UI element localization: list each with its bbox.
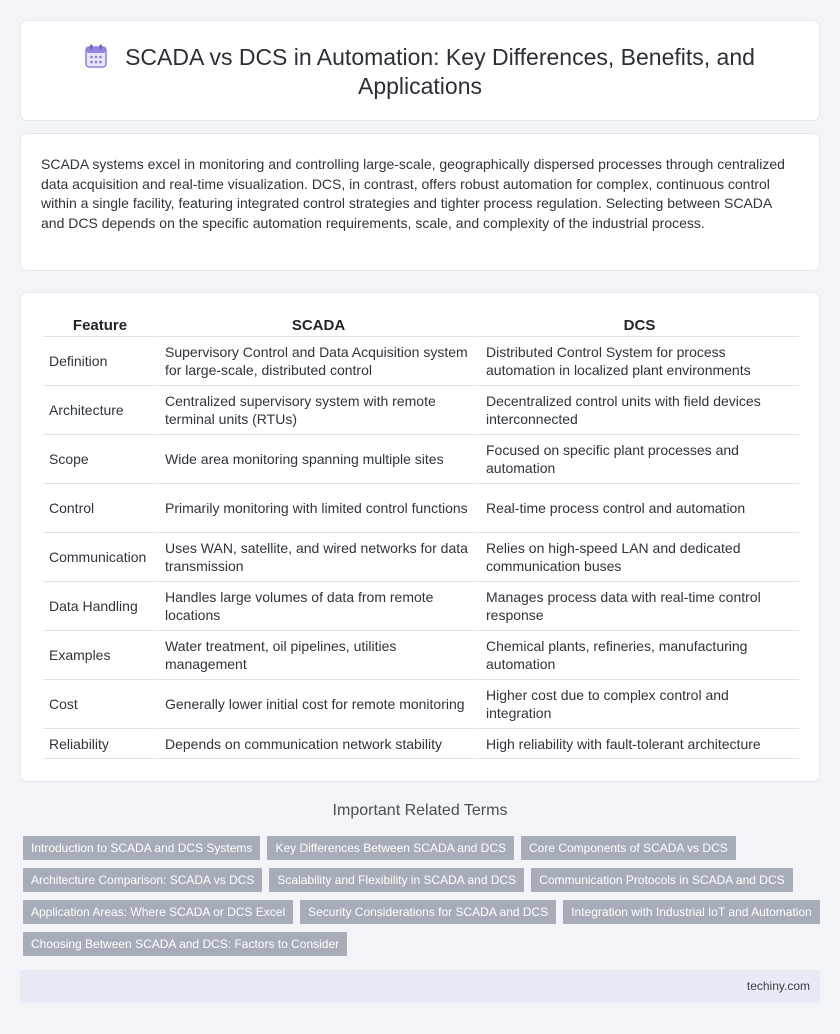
scada-cell: Primarily monitoring with limited control functions <box>157 484 478 533</box>
calendar-icon <box>85 44 107 68</box>
feature-cell: Reliability <box>43 729 157 759</box>
related-term-tag[interactable]: Key Differences Between SCADA and DCS <box>267 836 514 860</box>
feature-cell: Cost <box>43 680 157 729</box>
comparison-card <box>20 292 820 782</box>
dcs-cell: High reliability with fault-tolerant architecture <box>478 729 799 759</box>
feature-cell: Scope <box>43 435 157 484</box>
feature-cell: Examples <box>43 631 157 680</box>
table-row <box>43 729 799 759</box>
scada-cell: Wide area monitoring spanning multiple sites <box>157 435 478 484</box>
tag-row <box>23 836 823 868</box>
related-term-tag[interactable]: Integration with Industrial IoT and Automation <box>563 900 820 924</box>
summary-text: SCADA systems excel in monitoring and controlling large-scale, geographically dispersed processes through centralized data acquisition and real-time visualization. DCS, in contrast, offers robust automation for complex, continuous control within a single facility, featuring integrated control strategies and tighter process regulation. Selecting between SCADA and DCS depends on the specific automation requirements, scale, and complexity of the industrial process. <box>41 156 785 231</box>
page-title: SCADA vs DCS in Automation: Key Differences, Benefits, and Applications <box>125 44 755 99</box>
column-header-scada: SCADA <box>157 315 478 337</box>
scada-cell: Generally lower initial cost for remote monitoring <box>157 680 478 729</box>
page-title-wrap <box>21 43 819 101</box>
feature-cell: Definition <box>43 337 157 386</box>
dcs-cell: Higher cost due to complex control and integration <box>478 680 799 729</box>
related-terms-heading: Important Related Terms <box>332 802 508 819</box>
comparison-table <box>43 315 799 759</box>
table-header-row <box>43 315 799 337</box>
dcs-cell: Chemical plants, refineries, manufacturing automation <box>478 631 799 680</box>
feature-cell: Data Handling <box>43 582 157 631</box>
related-term-tag[interactable]: Core Components of SCADA vs DCS <box>521 836 736 860</box>
scada-cell: Water treatment, oil pipelines, utilities management <box>157 631 478 680</box>
feature-cell: Architecture <box>43 386 157 435</box>
dcs-cell: Manages process data with real-time control response <box>478 582 799 631</box>
related-term-tag[interactable]: Scalability and Flexibility in SCADA and DCS <box>269 868 524 892</box>
related-term-tag[interactable]: Application Areas: Where SCADA or DCS Excel <box>23 900 293 924</box>
tag-row <box>23 868 823 900</box>
table-row <box>43 533 799 582</box>
scada-cell: Handles large volumes of data from remote locations <box>157 582 478 631</box>
dcs-cell: Real-time process control and automation <box>478 484 799 533</box>
tag-row <box>23 932 823 964</box>
dcs-cell: Focused on specific plant processes and automation <box>478 435 799 484</box>
feature-cell: Control <box>43 484 157 533</box>
scada-cell: Supervisory Control and Data Acquisition system for large-scale, distributed control <box>157 337 478 386</box>
table-row <box>43 680 799 729</box>
title-card <box>20 20 820 121</box>
table-row <box>43 337 799 386</box>
scada-cell: Depends on communication network stability <box>157 729 478 759</box>
related-term-tag[interactable]: Architecture Comparison: SCADA vs DCS <box>23 868 262 892</box>
column-header-feature: Feature <box>43 315 157 337</box>
column-header-dcs: DCS <box>478 315 799 337</box>
related-term-tag[interactable]: Communication Protocols in SCADA and DCS <box>531 868 792 892</box>
scada-cell: Uses WAN, satellite, and wired networks for data transmission <box>157 533 478 582</box>
related-terms-tags <box>23 836 823 964</box>
footer <box>20 970 820 1003</box>
table-row <box>43 435 799 484</box>
dcs-cell: Relies on high-speed LAN and dedicated communication buses <box>478 533 799 582</box>
related-term-tag[interactable]: Choosing Between SCADA and DCS: Factors to Consider <box>23 932 347 956</box>
scada-cell: Centralized supervisory system with remote terminal units (RTUs) <box>157 386 478 435</box>
feature-cell: Communication <box>43 533 157 582</box>
dcs-cell: Decentralized control units with field devices interconnected <box>478 386 799 435</box>
tag-row <box>23 900 823 932</box>
summary-card <box>20 133 820 271</box>
related-term-tag[interactable]: Introduction to SCADA and DCS Systems <box>23 836 260 860</box>
table-row <box>43 484 799 533</box>
table-row <box>43 386 799 435</box>
table-row <box>43 631 799 680</box>
dcs-cell: Distributed Control System for process automation in localized plant environments <box>478 337 799 386</box>
table-row <box>43 582 799 631</box>
related-term-tag[interactable]: Security Considerations for SCADA and DCS <box>300 900 556 924</box>
footer-site[interactable]: techiny.com <box>746 979 810 993</box>
